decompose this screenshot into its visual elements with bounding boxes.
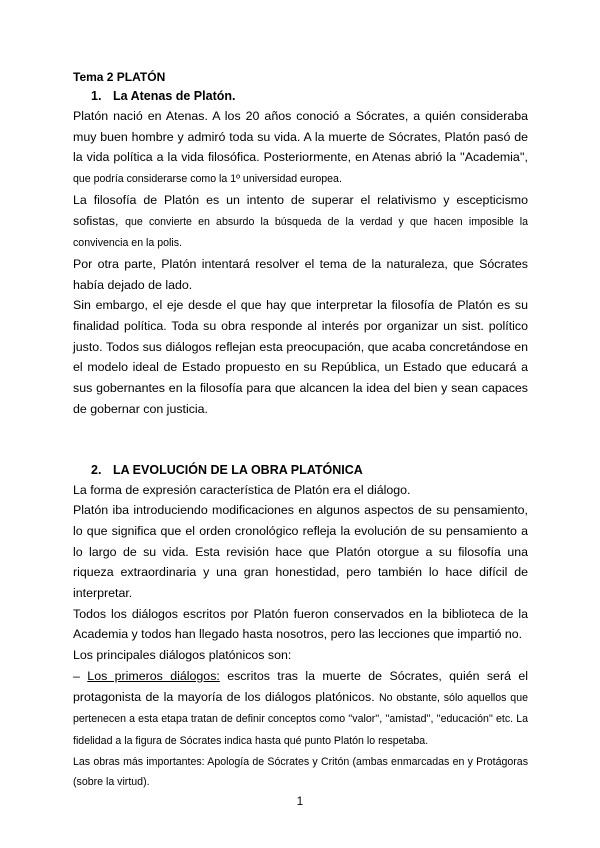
section-1-number: 1. xyxy=(91,89,102,103)
list-dash: – xyxy=(73,668,80,683)
section-2-paragraph-3: Todos los diálogos escritos por Platón fueron conservados en la biblioteca de la Academia y todos han llegado hasta nosotros, pero las lecciones que impartió no. xyxy=(73,606,528,642)
dialogues-list-item: – Los primeros diálogos: escritos tras la muerte de Sócrates, quién será el protagonista de la mayoría de los diálogos platónicos. No obstante, sólo aquellos que pertenecen a esta etapa tratan de definir conceptos como ''valor'', ''amistad'', ''educación'' etc. La fidelidad a la figura de Sócrates indica hasta qué punto Platón lo respetaba. xyxy=(73,668,528,747)
section-1-title: La Atenas de Platón. xyxy=(113,89,236,103)
page-number: 1 xyxy=(296,796,304,808)
spacer xyxy=(73,420,528,440)
section-2-heading xyxy=(73,460,528,480)
document-title: Tema 2 PLATÓN xyxy=(73,70,166,84)
section-2-number: 2. xyxy=(91,462,102,477)
section-1-paragraph-1: Platón nació en Atenas. A los 20 años conoció a Sócrates, a quién consideraba muy buen hombre y admiró toda su vida. A la muerte de Sócrates, Platón pasó de la vida política a la vida filosófica. Posteriormente, en Atenas abrió la ''Academia'', que podría considerarse como la 1º universidad europea. xyxy=(73,109,528,186)
section-2-paragraph-2: Platón iba introduciendo modificaciones en algunos aspectos de su pensamiento, lo que significa que el orden cronológico refleja la evolución de su pensamiento a lo largo de su vida. Esta revisión hace que Platón otorgue a su filosofía una riqueza extraordinaria y una gran honestidad, pero también lo hace difícil de interpretar. xyxy=(73,503,528,601)
spacer xyxy=(73,440,528,460)
section-2-paragraph-1: La forma de expresión característica de Platón era el diálogo. xyxy=(73,482,411,497)
list-item-label: Los primeros diálogos: xyxy=(87,668,220,683)
section-1-paragraph-2: La filosofía de Platón es un intento de superar el relativismo y escepticismo sofistas, que convierte en absurdo la búsqueda de la verdad y que hacen imposible la convivencia en la polis. xyxy=(73,192,528,250)
important-works: Las obras más importantes: Apología de Sócrates y Critón (ambas enmarcadas en y Protágoras (sobre la virtud). xyxy=(73,755,528,789)
section-2-title: LA EVOLUCIÓN DE LA OBRA PLATÓNICA xyxy=(113,462,363,477)
section-1-paragraph-4: Sin embargo, el eje desde el que hay que interpretar la filosofía de Platón es su finalidad política. Toda su obra responde al interés por organizar un sist. político justo. Todos sus diálogos reflejan esta preocupación, que acaba concretándose en el modelo ideal de Estado propuesto en su República, un Estado que educará a sus gobernantes en la filosofía para que alcancen la idea del bien y sean capaces de gobernar con justicia. xyxy=(73,298,528,416)
section-1-heading xyxy=(73,86,528,106)
document-body xyxy=(73,68,528,793)
section-2-paragraph-4: Los principales diálogos platónicos son: xyxy=(73,648,292,663)
section-1-paragraph-3: Por otra parte, Platón intentará resolver el tema de la naturaleza, que Sócrates había dejado de lado. xyxy=(73,256,528,292)
